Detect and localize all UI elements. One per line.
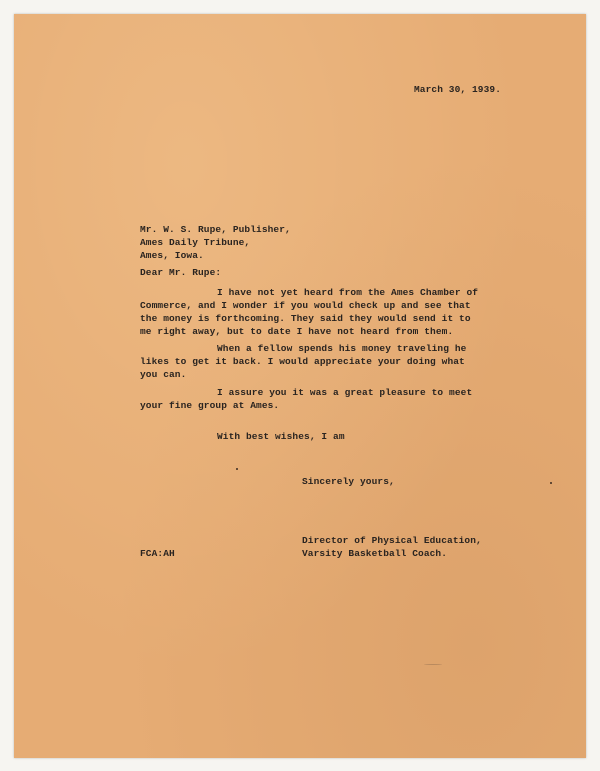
salutation: Dear Mr. Rupe: <box>140 267 222 278</box>
recipient-line: Ames, Iowa. <box>140 250 204 261</box>
complimentary-close: Sincerely yours, <box>302 476 395 487</box>
paragraph-1 <box>140 286 478 338</box>
letter-sheet <box>14 14 586 758</box>
signature-title: Varsity Basketball Coach. <box>302 548 448 559</box>
recipient-line: Ames Daily Tribune, <box>140 237 251 248</box>
paper-speck <box>550 482 552 484</box>
paragraph-line: you can. <box>140 369 187 380</box>
paragraph-line: I have not yet heard from the Ames Chamber of <box>217 287 479 298</box>
paragraph-line: likes to get it back. I would appreciate your doing what <box>140 356 465 367</box>
signature-title: Director of Physical Education, <box>302 535 482 546</box>
paper-speck <box>236 468 238 470</box>
paragraph-line: I assure you it was a great pleasure to meet <box>217 387 473 398</box>
signature-block <box>302 534 482 560</box>
recipient-address <box>140 223 291 262</box>
paragraph-line: me right away, but to date I have not heard from them. <box>140 326 454 337</box>
best-wishes: With best wishes, I am <box>217 431 345 442</box>
paper-mark <box>424 664 442 665</box>
paragraph-line: the money is forthcoming. They said they would send it to <box>140 313 471 324</box>
paragraph-line: When a fellow spends his money traveling he <box>217 343 467 354</box>
paragraph-line: Commerce, and I wonder if you would check up and see that <box>140 300 471 311</box>
paragraph-2 <box>140 342 466 381</box>
recipient-line: Mr. W. S. Rupe, Publisher, <box>140 224 291 235</box>
typist-initials: FCA:AH <box>140 548 175 559</box>
paragraph-line: your fine group at Ames. <box>140 400 280 411</box>
letter-date: March 30, 1939. <box>414 84 502 95</box>
paragraph-3 <box>140 386 472 412</box>
